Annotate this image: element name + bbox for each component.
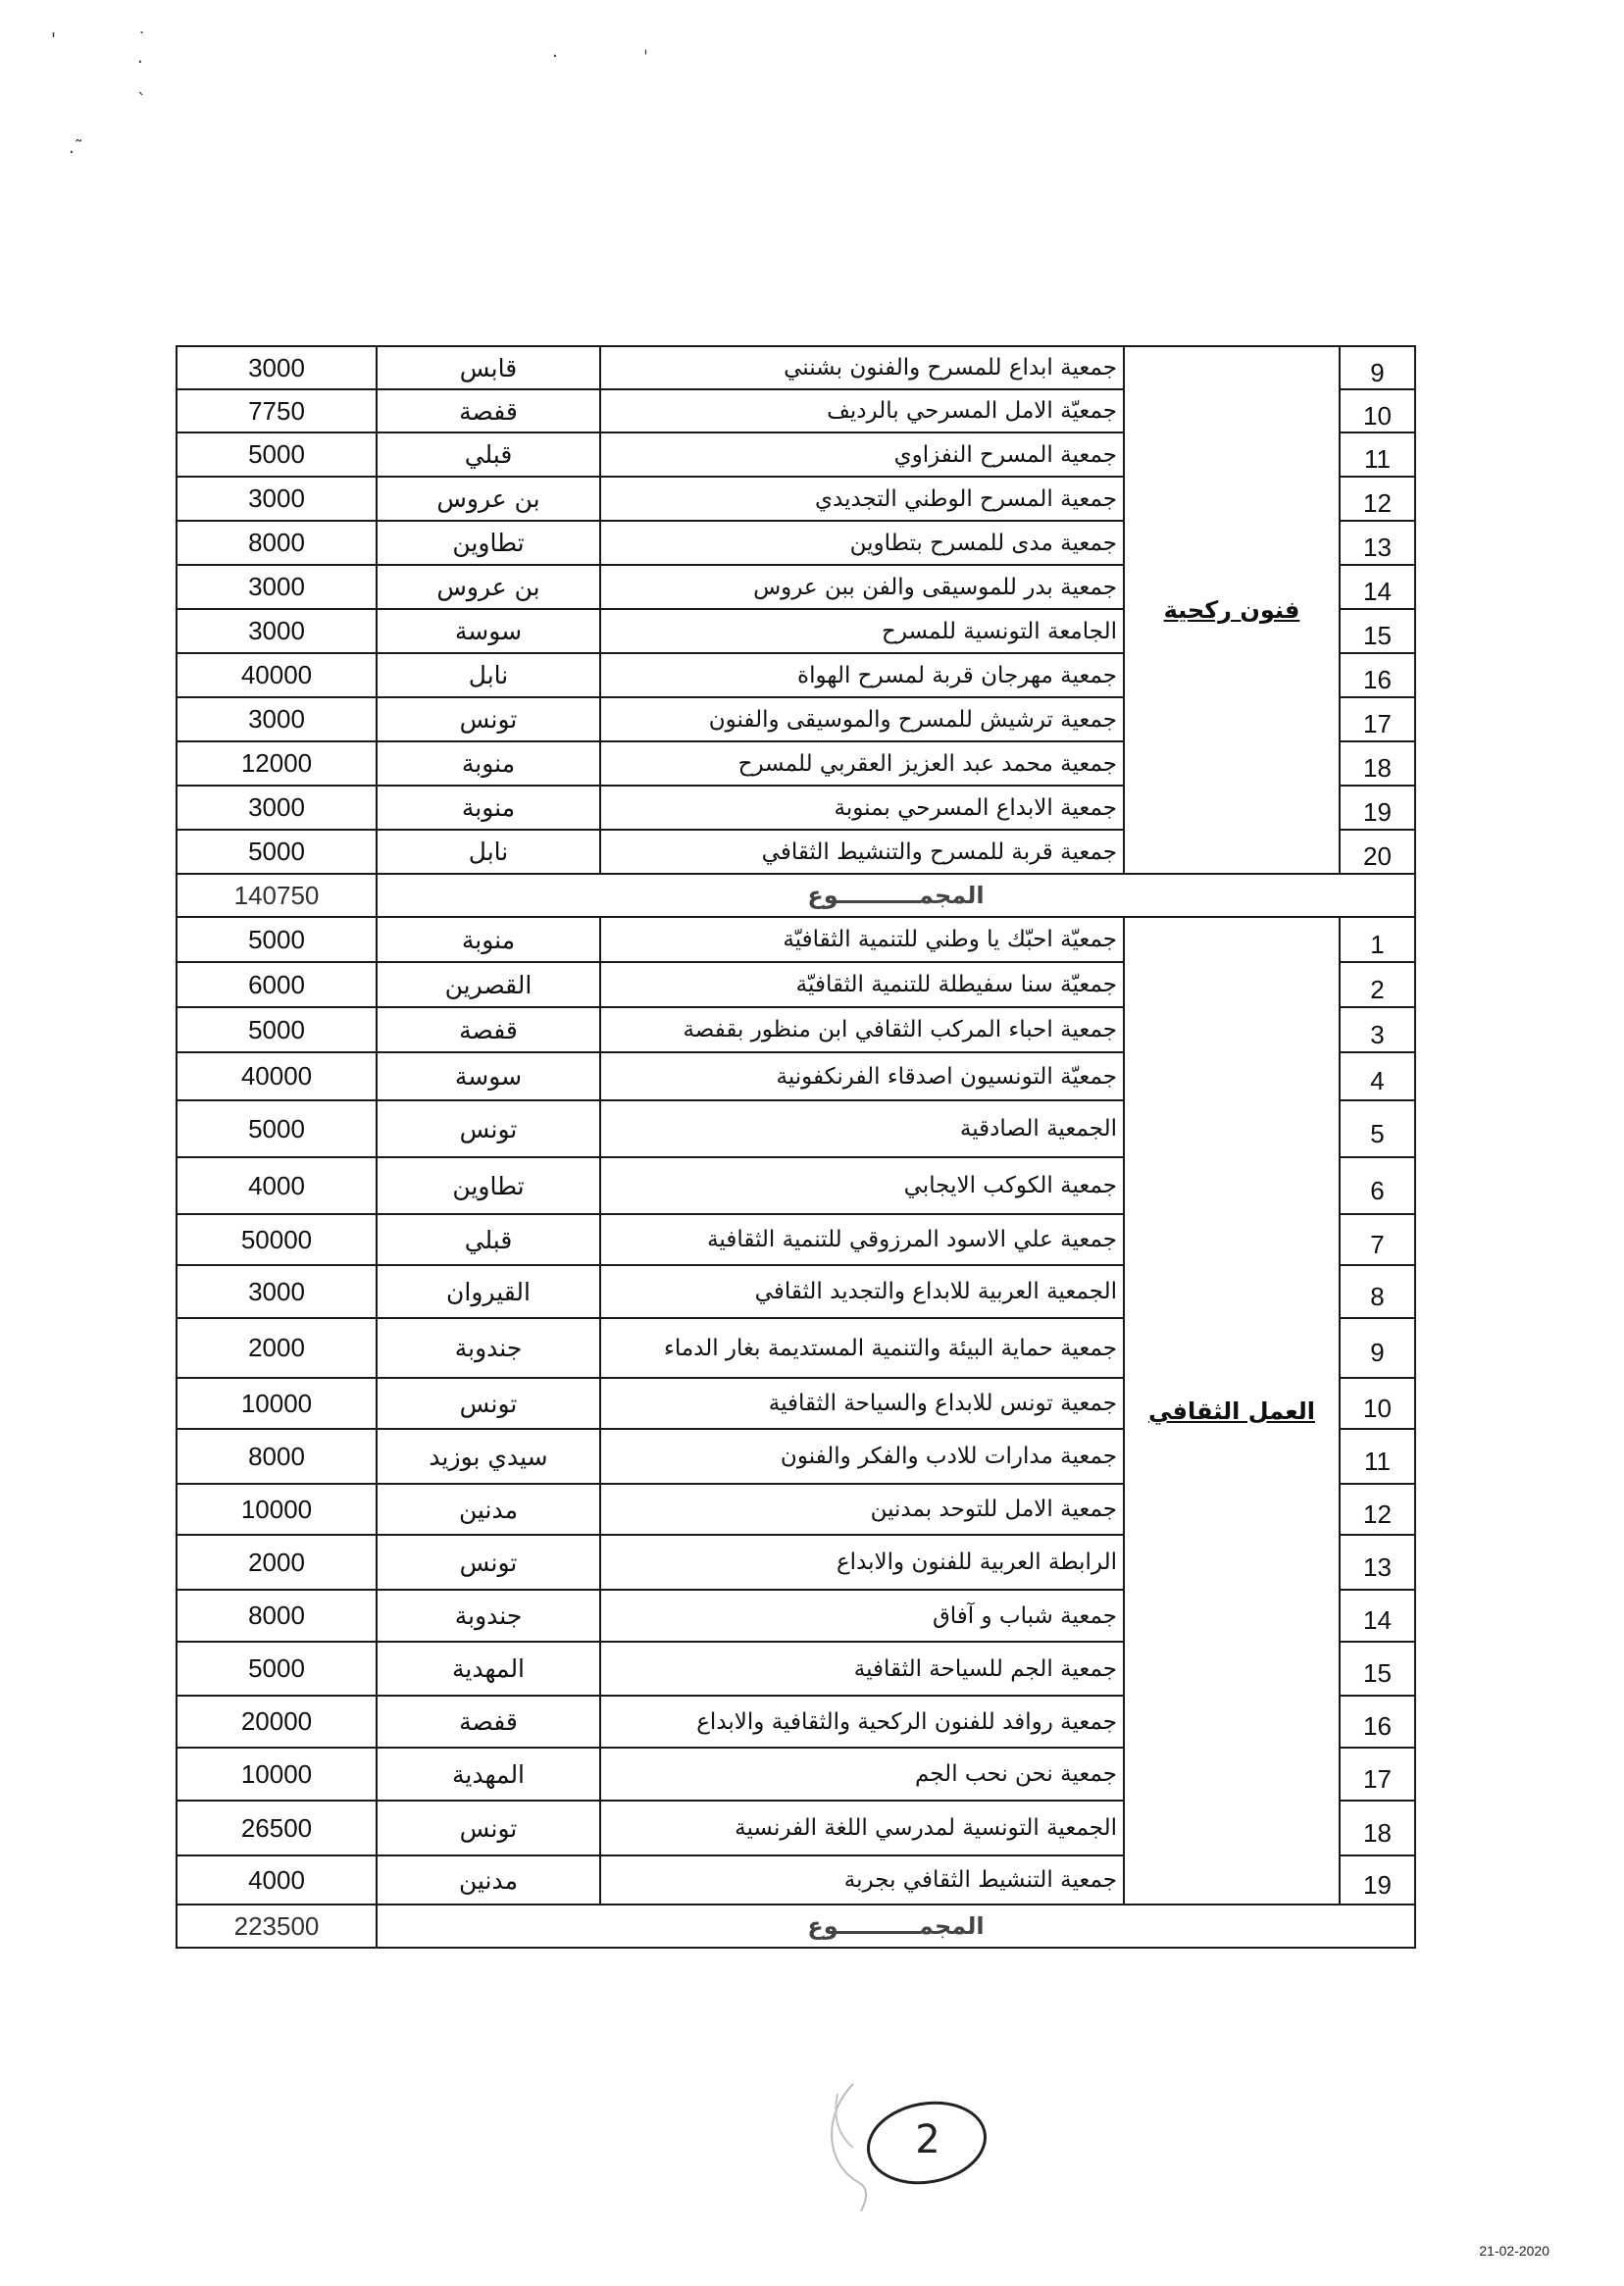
amount-cell: 3000 (177, 565, 377, 609)
category-cell: العمل الثقافي (1124, 917, 1340, 1905)
association-name-cell: جمعية الجم للسياحة الثقافية (600, 1642, 1124, 1696)
governorate-cell: بن عروس (377, 477, 600, 521)
amount-cell: 50000 (177, 1214, 377, 1265)
total-amount-cell: 223500 (177, 1905, 377, 1948)
row-number-cell: 4 (1340, 1052, 1415, 1100)
amount-cell: 10000 (177, 1378, 377, 1429)
amount-cell: 10000 (177, 1484, 377, 1535)
amount-cell: 26500 (177, 1801, 377, 1855)
row-number-cell: 19 (1340, 786, 1415, 830)
amount-cell: 2000 (177, 1535, 377, 1590)
association-name-cell: الجمعية الصادقية (600, 1100, 1124, 1157)
total-label-cell: المجمــــــــــوع (377, 1905, 1415, 1948)
association-name-cell: الرابطة العربية للفنون والابداع (600, 1535, 1124, 1590)
association-name-cell: جمعية تونس للابداع والسياحة الثقافية (600, 1378, 1124, 1429)
governorate-cell: تونس (377, 1801, 600, 1855)
governorate-cell: المهدية (377, 1748, 600, 1801)
row-number-cell: 20 (1340, 830, 1415, 874)
scan-speck: ˈ (643, 47, 648, 68)
amount-cell: 3000 (177, 697, 377, 741)
governorate-cell: جندوبة (377, 1590, 600, 1642)
association-name-cell: جمعية ترشيش للمسرح والموسيقى والفنون (600, 697, 1124, 741)
governorate-cell: القيروان (377, 1265, 600, 1318)
association-name-cell: جمعيّة التونسيون اصدقاء الفرنكفونية (600, 1052, 1124, 1100)
row-number-cell: 11 (1340, 432, 1415, 477)
amount-cell: 8000 (177, 1429, 377, 1484)
association-name-cell: جمعية التنشيط الثقافي بجربة (600, 1855, 1124, 1905)
governorate-cell: القصرين (377, 962, 600, 1007)
governorate-cell: مدنين (377, 1855, 600, 1905)
governorate-cell: قفصة (377, 1007, 600, 1052)
association-name-cell: جمعية نحن نحب الجم (600, 1748, 1124, 1801)
total-label-cell: المجمــــــــــوع (377, 874, 1415, 917)
governorate-cell: تطاوين (377, 1157, 600, 1214)
governorate-cell: قبلي (377, 432, 600, 477)
governorate-cell: تونس (377, 1100, 600, 1157)
scan-speck: ' (51, 29, 56, 50)
association-name-cell: جمعية شباب و آفاق (600, 1590, 1124, 1642)
table-row (177, 346, 1415, 389)
governorate-cell: قبلي (377, 1214, 600, 1265)
governorate-cell: جندوبة (377, 1318, 600, 1378)
amount-cell: 7750 (177, 389, 377, 432)
governorate-cell: منوبة (377, 917, 600, 962)
association-name-cell: جمعية الابداع المسرحي بمنوبة (600, 786, 1124, 830)
scan-speck: .˜ (69, 137, 83, 158)
row-number-cell: 8 (1340, 1265, 1415, 1318)
governorate-cell: منوبة (377, 786, 600, 830)
row-number-cell: 16 (1340, 653, 1415, 697)
amount-cell: 5000 (177, 432, 377, 477)
association-name-cell: جمعية الامل للتوحد بمدنين (600, 1484, 1124, 1535)
governorate-cell: سوسة (377, 1052, 600, 1100)
row-number-cell: 18 (1340, 1801, 1415, 1855)
amount-cell: 3000 (177, 786, 377, 830)
amount-cell: 6000 (177, 962, 377, 1007)
row-number-cell: 10 (1340, 389, 1415, 432)
associations-grants-table (176, 345, 1416, 1949)
association-name-cell: جمعية المسرح النفزاوي (600, 432, 1124, 477)
category-cell: فنون ركحية (1124, 346, 1340, 874)
amount-cell: 10000 (177, 1748, 377, 1801)
association-name-cell: جمعية مهرجان قربة لمسرح الهواة (600, 653, 1124, 697)
governorate-cell: المهدية (377, 1642, 600, 1696)
association-name-cell: جمعية المسرح الوطني التجديدي (600, 477, 1124, 521)
amount-cell: 4000 (177, 1855, 377, 1905)
row-number-cell: 11 (1340, 1429, 1415, 1484)
amount-cell: 3000 (177, 609, 377, 653)
association-name-cell: الجمعية التونسية لمدرسي اللغة الفرنسية (600, 1801, 1124, 1855)
association-name-cell: جمعية قربة للمسرح والتنشيط الثقافي (600, 830, 1124, 874)
governorate-cell: قابس (377, 346, 600, 389)
row-number-cell: 2 (1340, 962, 1415, 1007)
row-number-cell: 10 (1340, 1378, 1415, 1429)
amount-cell: 5000 (177, 1642, 377, 1696)
association-name-cell: جمعية احباء المركب الثقافي ابن منظور بقفصة (600, 1007, 1124, 1052)
row-number-cell: 7 (1340, 1214, 1415, 1265)
handwritten-page-number (814, 2074, 990, 2211)
association-name-cell: جمعية روافد للفنون الركحية والثقافية والابداع (600, 1696, 1124, 1748)
row-number-cell: 13 (1340, 1535, 1415, 1590)
table-row (177, 917, 1415, 962)
scan-speck: ˋ (137, 90, 146, 111)
association-name-cell: جمعيّة احبّك يا وطني للتنمية الثقافيّة (600, 917, 1124, 962)
governorate-cell: نابل (377, 653, 600, 697)
total-amount-cell: 140750 (177, 874, 377, 917)
amount-cell: 5000 (177, 1100, 377, 1157)
amount-cell: 5000 (177, 830, 377, 874)
governorate-cell: قفصة (377, 1696, 600, 1748)
amount-cell: 8000 (177, 1590, 377, 1642)
row-number-cell: 17 (1340, 1748, 1415, 1801)
row-number-cell: 12 (1340, 477, 1415, 521)
amount-cell: 40000 (177, 1052, 377, 1100)
governorate-cell: تونس (377, 1535, 600, 1590)
association-name-cell: جمعية علي الاسود المرزوقي للتنمية الثقافية (600, 1214, 1124, 1265)
amount-cell: 20000 (177, 1696, 377, 1748)
row-number-cell: 15 (1340, 1642, 1415, 1696)
association-name-cell: الجامعة التونسية للمسرح (600, 609, 1124, 653)
amount-cell: 5000 (177, 1007, 377, 1052)
amount-cell: 3000 (177, 1265, 377, 1318)
row-number-cell: 15 (1340, 609, 1415, 653)
governorate-cell: مدنين (377, 1484, 600, 1535)
governorate-cell: سيدي بوزيد (377, 1429, 600, 1484)
row-number-cell: 18 (1340, 741, 1415, 786)
amount-cell: 12000 (177, 741, 377, 786)
association-name-cell: الجمعية العربية للابداع والتجديد الثقافي (600, 1265, 1124, 1318)
governorate-cell: تونس (377, 1378, 600, 1429)
row-number-cell: 14 (1340, 565, 1415, 609)
row-number-cell: 9 (1340, 346, 1415, 389)
amount-cell: 40000 (177, 653, 377, 697)
row-number-cell: 6 (1340, 1157, 1415, 1214)
row-number-cell: 5 (1340, 1100, 1415, 1157)
association-name-cell: جمعية بدر للموسيقى والفن ببن عروس (600, 565, 1124, 609)
row-number-cell: 12 (1340, 1484, 1415, 1535)
association-name-cell: جمعية مدى للمسرح بتطاوين (600, 521, 1124, 565)
total-row (177, 874, 1415, 917)
governorate-cell: قفصة (377, 389, 600, 432)
governorate-cell: تطاوين (377, 521, 600, 565)
scan-speck: ˙ (137, 29, 146, 50)
scan-speck: . (137, 47, 143, 68)
row-number-cell: 14 (1340, 1590, 1415, 1642)
association-name-cell: جمعية حماية البيئة والتنمية المستديمة بغار الدماء (600, 1318, 1124, 1378)
association-name-cell: جمعية مدارات للادب والفكر والفنون (600, 1429, 1124, 1484)
amount-cell: 5000 (177, 917, 377, 962)
page-number-text: 2 (915, 2117, 940, 2162)
row-number-cell: 13 (1340, 521, 1415, 565)
row-number-cell: 17 (1340, 697, 1415, 741)
row-number-cell: 1 (1340, 917, 1415, 962)
row-number-cell: 19 (1340, 1855, 1415, 1905)
governorate-cell: منوبة (377, 741, 600, 786)
governorate-cell: نابل (377, 830, 600, 874)
association-name-cell: جمعية الكوكب الايجابي (600, 1157, 1124, 1214)
scan-speck: . (552, 41, 558, 62)
row-number-cell: 9 (1340, 1318, 1415, 1378)
amount-cell: 3000 (177, 477, 377, 521)
association-name-cell: جمعيّة الامل المسرحي بالرديف (600, 389, 1124, 432)
amount-cell: 2000 (177, 1318, 377, 1378)
date-stamp: 21-02-2020 (1479, 2243, 1549, 2259)
governorate-cell: سوسة (377, 609, 600, 653)
row-number-cell: 3 (1340, 1007, 1415, 1052)
association-name-cell: جمعية محمد عبد العزيز العقربي للمسرح (600, 741, 1124, 786)
association-name-cell: جمعية ابداع للمسرح والفنون بشنني (600, 346, 1124, 389)
row-number-cell: 16 (1340, 1696, 1415, 1748)
amount-cell: 3000 (177, 346, 377, 389)
governorate-cell: بن عروس (377, 565, 600, 609)
total-row (177, 1905, 1415, 1948)
amount-cell: 8000 (177, 521, 377, 565)
governorate-cell: تونس (377, 697, 600, 741)
association-name-cell: جمعيّة سنا سفيطلة للتنمية الثقافيّة (600, 962, 1124, 1007)
amount-cell: 4000 (177, 1157, 377, 1214)
